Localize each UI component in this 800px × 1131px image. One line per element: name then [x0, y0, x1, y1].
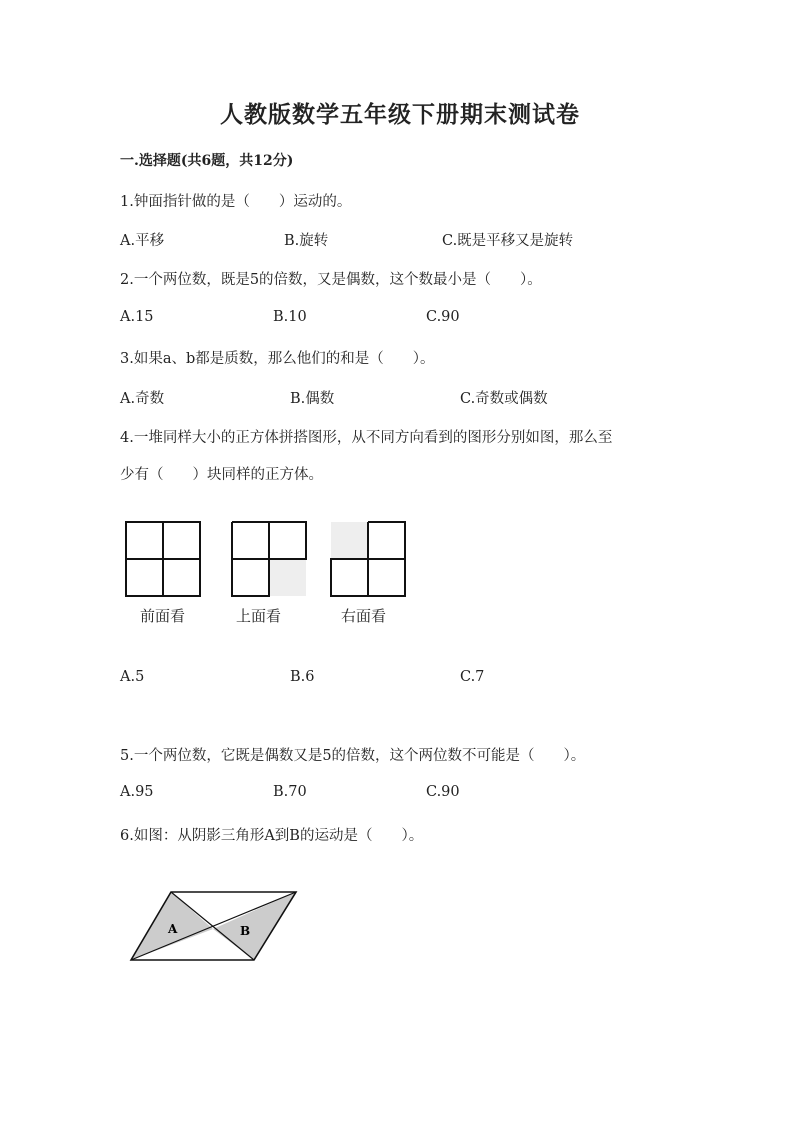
question-2-option-c[interactable]: C.90	[426, 309, 460, 325]
question-5-text: 5.一个两位数，它既是偶数又是5的倍数，这个两位数不可能是（ ）。	[120, 748, 586, 764]
question-2-option-b[interactable]: B.10	[273, 309, 307, 325]
question-6-text: 6.如图：从阴影三角形A到B的运动是（ ）。	[120, 828, 424, 844]
top-view-caption: 上面看	[236, 607, 282, 625]
question-2-text: 2.一个两位数，既是5的倍数，又是偶数，这个数最小是（ ）。	[120, 272, 542, 288]
question-4-option-c[interactable]: C.7	[460, 669, 485, 685]
parallelogram-figure	[126, 888, 302, 964]
question-3-text: 3.如果a、b都是质数，那么他们的和是（ ）。	[120, 351, 435, 367]
question-4-text-line1: 4.一堆同样大小的正方体拼搭图形，从不同方向看到的图形分别如图，那么至	[120, 430, 613, 446]
question-4-text-line2: 少有（ ）块同样的正方体。	[120, 467, 323, 483]
question-1-option-c[interactable]: C.既是平移又是旋转	[442, 233, 574, 249]
question-3-option-a[interactable]: A.奇数	[120, 391, 165, 407]
question-2-option-a[interactable]: A.15	[120, 309, 154, 325]
question-5-option-a[interactable]: A.95	[120, 784, 154, 800]
top-view-figure	[230, 520, 310, 600]
front-view-caption: 前面看	[140, 607, 186, 625]
question-1-option-b[interactable]: B.旋转	[284, 233, 329, 249]
question-5-option-c[interactable]: C.90	[426, 784, 460, 800]
front-view-figure	[124, 520, 204, 600]
right-view-figure	[329, 520, 409, 600]
section-heading: 一.选择题(共6题，共12分)	[120, 153, 294, 169]
question-4-option-b[interactable]: B.6	[290, 669, 315, 685]
triangle-b-label: B	[240, 924, 251, 938]
question-4-option-a[interactable]: A.5	[120, 669, 145, 685]
triangle-b	[213, 892, 296, 960]
question-3-option-b[interactable]: B.偶数	[290, 391, 335, 407]
triangle-a-label: A	[168, 922, 178, 936]
question-1-text: 1.钟面指针做的是（ ）运动的。	[120, 194, 352, 210]
question-1-option-a[interactable]: A.平移	[120, 233, 165, 249]
question-3-option-c[interactable]: C.奇数或偶数	[460, 391, 548, 407]
question-5-option-b[interactable]: B.70	[273, 784, 307, 800]
right-view-caption: 右面看	[341, 607, 387, 625]
page-title: 人教版数学五年级下册期末测试卷	[220, 101, 580, 128]
